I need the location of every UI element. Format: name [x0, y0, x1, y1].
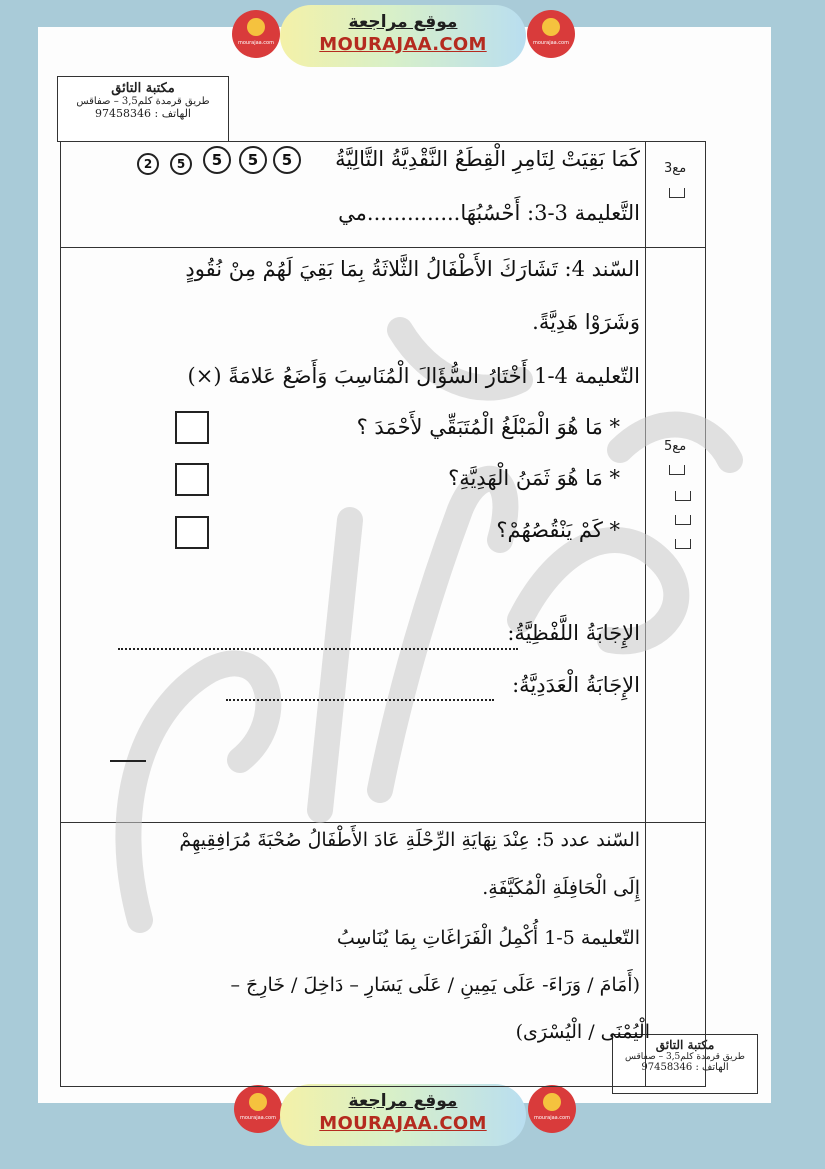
- coin: 5: [239, 146, 267, 174]
- coin: 5: [203, 146, 231, 174]
- badge-label: mourajaa.com: [239, 1115, 276, 1121]
- logo-icon: [249, 1093, 267, 1111]
- site-banner-top[interactable]: [280, 5, 526, 67]
- coin: 2: [137, 153, 159, 175]
- s5-statement: السّند عدد 5: عِنْدَ نِهَايَةِ الرِّحْلَةِ عَادَ الأَطْفَالُ صُحْبَةَ مُرَافِقِيهِمْ: [179, 829, 640, 851]
- stamp-phone: الهاتف : 97458346: [641, 1062, 729, 1073]
- s3-statement: كَمَا بَقِيَتْ لِتَامِرِ الْقِطَعُ النَّقْدِيَّةُ التَّالِيَّةُ: [335, 147, 640, 171]
- checkbox-option-3[interactable]: [175, 516, 209, 549]
- score-box: [669, 188, 685, 198]
- s3-task: التَّعليمة 3-3: أَحْسُبُهَا..............مي: [338, 201, 640, 225]
- site-name-english: MOURAJAA.COM: [319, 1113, 487, 1134]
- stamp-name: مكتبة التائق: [655, 1038, 715, 1052]
- site-name-arabic: موقع مراجعة: [348, 1091, 458, 1111]
- badge-label: mourajaa.com: [533, 1115, 570, 1121]
- site-logo-right-bottom[interactable]: [528, 1085, 576, 1133]
- site-logo-right-top[interactable]: [527, 10, 575, 58]
- question-option-1: * مَا هُوَ الْمَبْلَغُ الْمُتَبَقِّي لأَحْمَدَ ؟: [356, 415, 620, 439]
- coin: 5: [273, 146, 301, 174]
- site-name-english: MOURAJAA.COM: [319, 34, 487, 55]
- stamp-name: مكتبة التائق: [111, 81, 175, 96]
- score-box: [675, 539, 691, 549]
- stamp-address: طريق قرمدة كلم3,5 – صفاقس: [625, 1052, 745, 1062]
- numeric-answer-label: الإِجَابَةُ الْعَدَدِيَّةُ:: [512, 673, 640, 697]
- verbal-answer-field[interactable]: [118, 648, 518, 650]
- score-mark-criterion-3: مع3: [664, 161, 687, 176]
- numeric-answer-field[interactable]: [226, 699, 494, 701]
- s5-word-bank: (أَمَامَ / وَرَاءَ- عَلَى يَمِينِ / عَلَى يَسَارِ – دَاخِلَ / خَارِجَ –: [230, 974, 640, 996]
- site-logo-left-bottom[interactable]: [234, 1085, 282, 1133]
- stamp-phone: الهاتف : 97458346: [95, 107, 191, 120]
- answer-extra-line[interactable]: [110, 760, 146, 762]
- question-option-2: * مَا هُوَ ثَمَنُ الْهَدِيَّةِ؟: [448, 466, 620, 490]
- verbal-answer-label: الإِجَابَةُ اللَّفْظِيَّةُ:: [507, 621, 640, 645]
- score-box: [669, 465, 685, 475]
- site-banner-bottom[interactable]: [280, 1084, 526, 1146]
- question-option-3: * كَمْ يَنْقُصُهُمْ؟: [496, 518, 620, 542]
- logo-icon: [543, 1093, 561, 1111]
- s5-task: التّعليمة 5-1 أُكْمِلُ الْفَرَاغَاتِ بِمَا يُنَاسِبُ: [336, 927, 640, 949]
- score-margin-divider: [645, 141, 646, 1087]
- badge-label: mourajaa.com: [237, 40, 274, 46]
- section-divider: [60, 247, 706, 248]
- library-stamp-top: [57, 76, 229, 142]
- coin: 5: [170, 153, 192, 175]
- logo-icon: [247, 18, 265, 36]
- logo-icon: [542, 18, 560, 36]
- section-divider: [60, 822, 706, 823]
- checkbox-option-1[interactable]: [175, 411, 209, 444]
- s5-statement-cont: إِلَى الْحَافِلَةِ الْمُكَيَّفَةِ.: [482, 877, 640, 899]
- score-box: [675, 491, 691, 501]
- score-box: [675, 515, 691, 525]
- stamp-address: طريق قرمدة كلم3,5 – صفاقس: [76, 96, 210, 107]
- site-name-arabic: موقع مراجعة: [348, 12, 458, 32]
- score-mark-criterion-5: مع5: [664, 439, 687, 454]
- s4-statement-cont: وَشَرَوْا هَدِيَّةً.: [532, 310, 640, 334]
- s4-statement: السّند 4: تَشَارَكَ الأَطْفَالُ الثَّلاثَةُ بِمَا بَقِيَ لَهُمْ مِنْ نُقُودٍ: [185, 257, 640, 281]
- badge-label: mourajaa.com: [532, 40, 569, 46]
- s5-word-bank-cont: الْيُمْنَى / الْيُسْرَى): [515, 1021, 650, 1043]
- s4-task: التّعليمة 4-1 أَخْتَارُ السُّؤَالَ الْمُنَاسِبَ وَأَضَعُ عَلامَةً (×): [187, 364, 640, 388]
- checkbox-option-2[interactable]: [175, 463, 209, 496]
- site-logo-left-top[interactable]: [232, 10, 280, 58]
